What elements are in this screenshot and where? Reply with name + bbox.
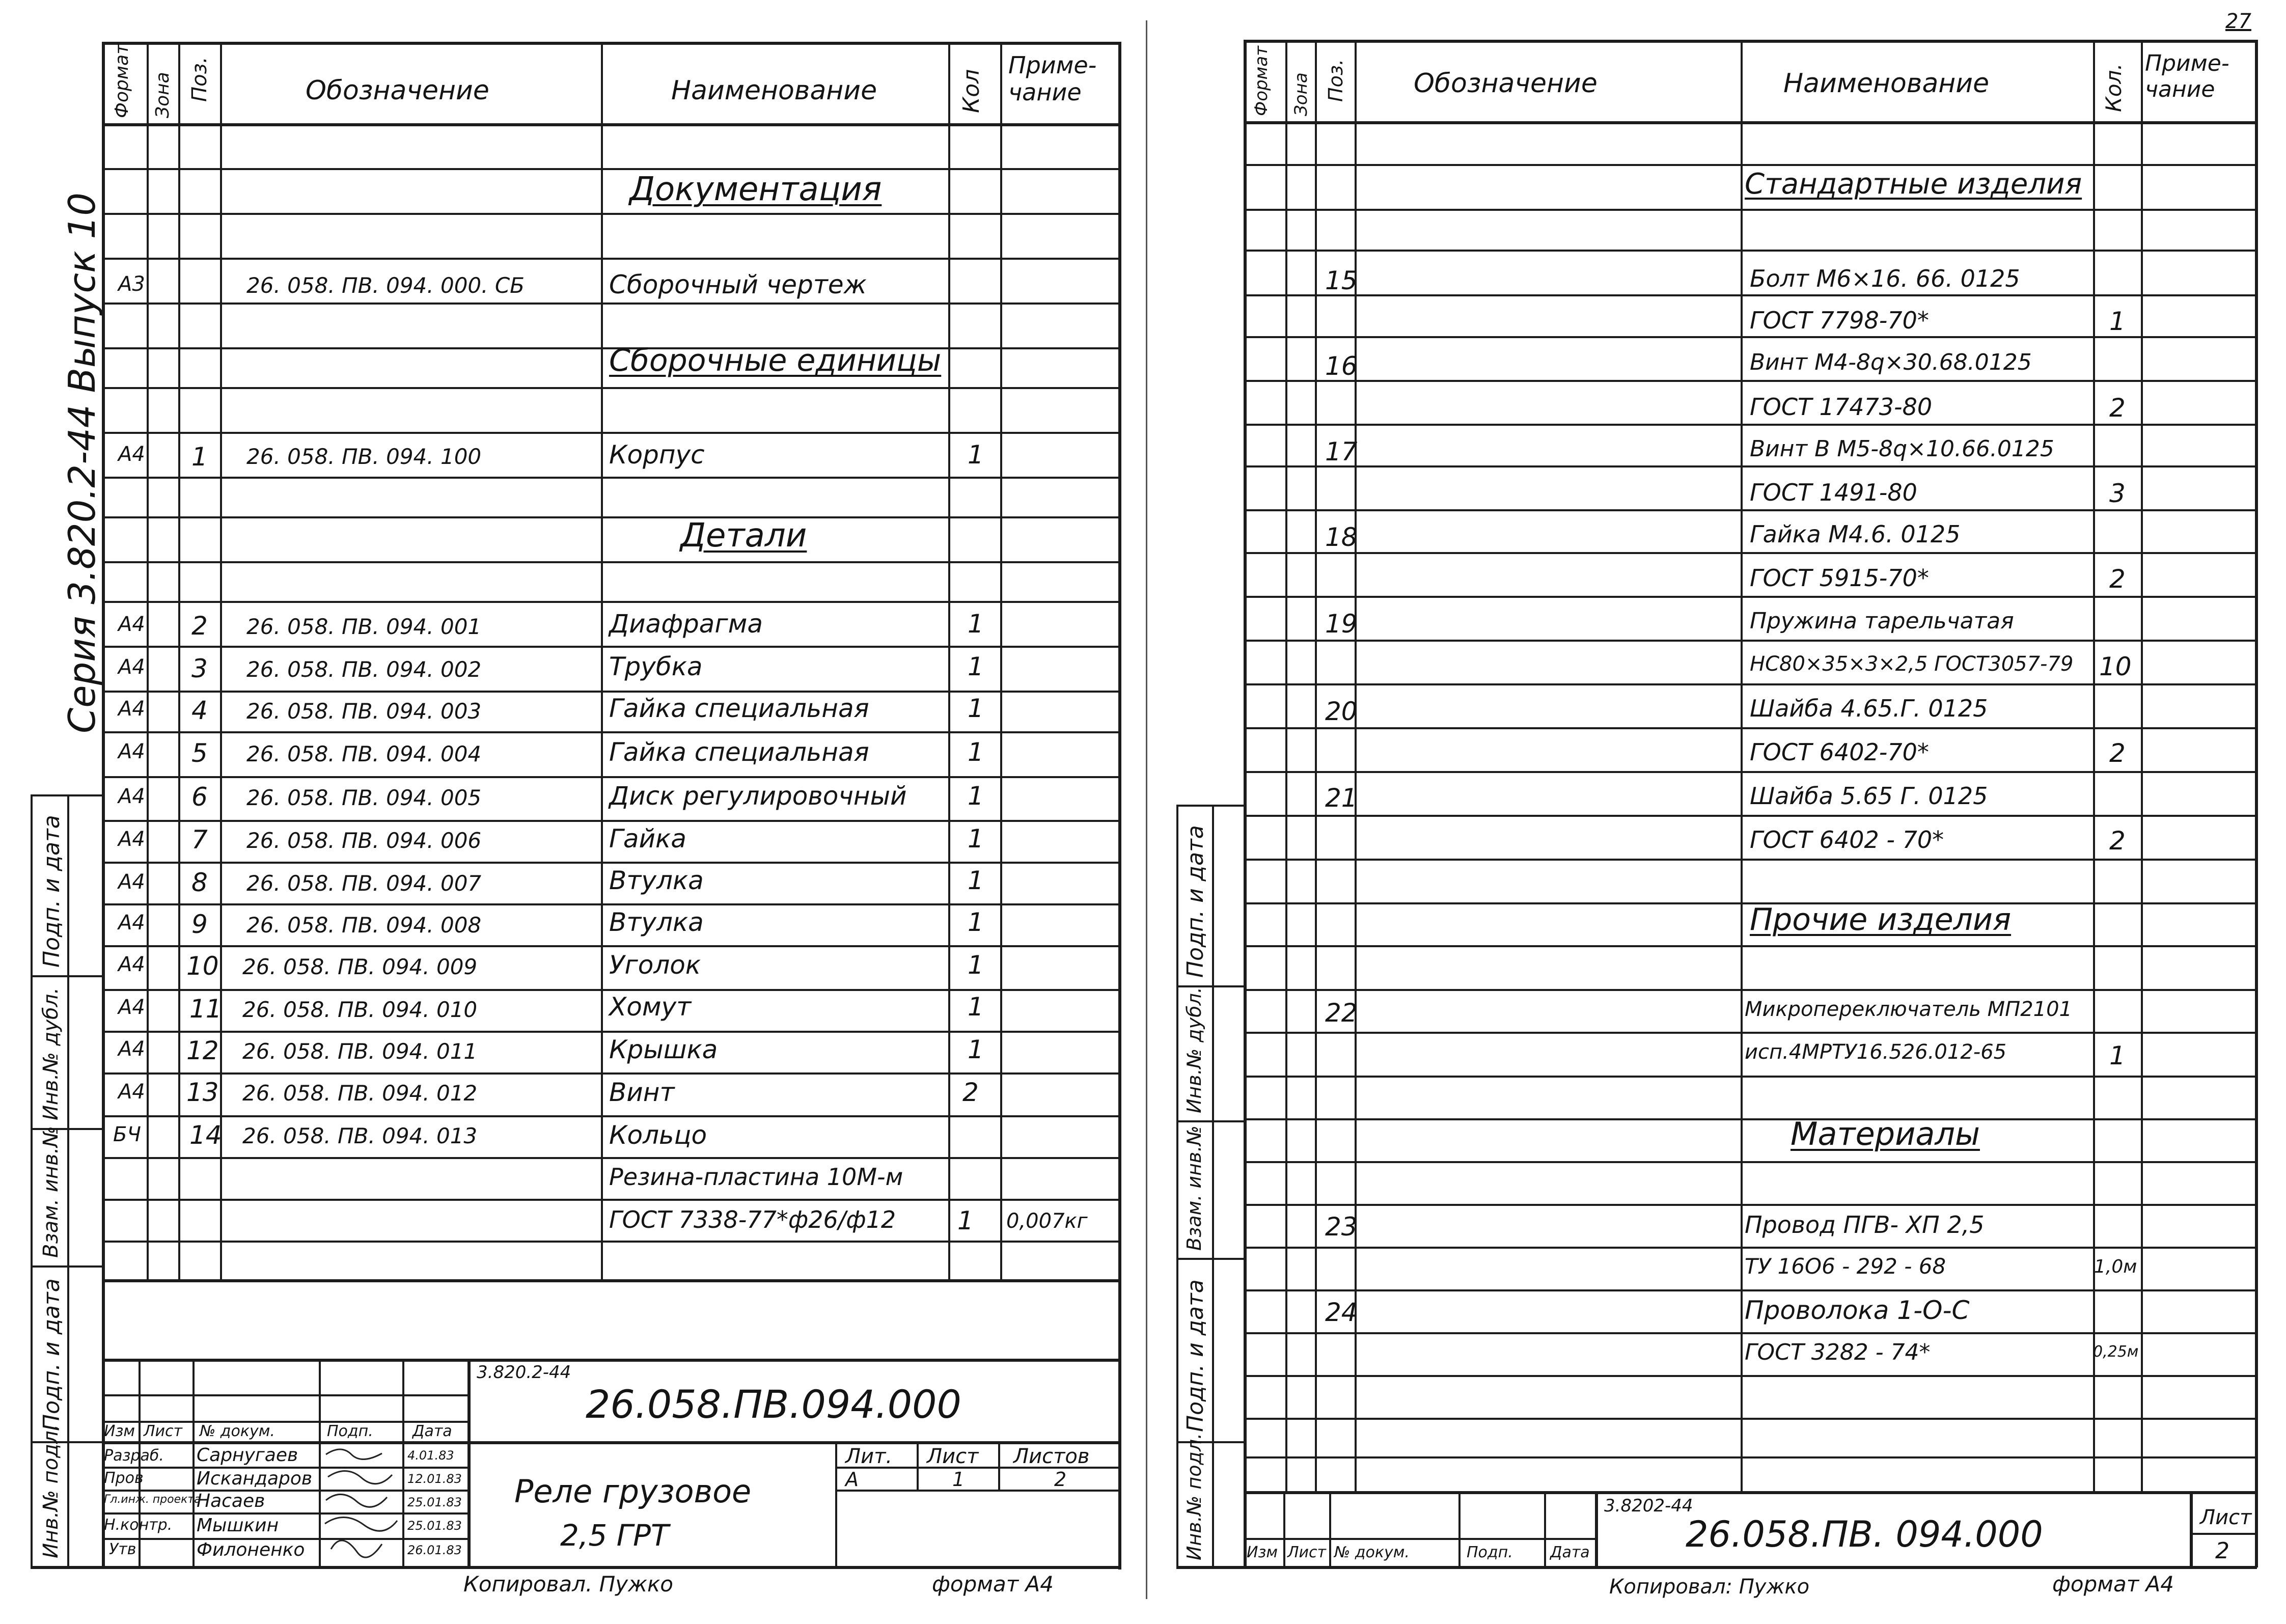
table-row-name: Сборочный чертеж: [609, 270, 867, 299]
lit-label: Лит.: [845, 1445, 893, 1468]
signature-scribbles: [321, 1444, 402, 1564]
table-row-qty: 1: [968, 737, 984, 767]
table-row-note: 0,007кг: [1006, 1209, 1088, 1233]
header-name: Наименование: [671, 75, 877, 106]
header-zone: Зона: [1291, 72, 1311, 116]
table-row-qty: 3: [2109, 479, 2126, 508]
header-format: Формат: [112, 43, 132, 118]
table-row-qty: 1: [968, 992, 984, 1022]
table-row-name: Гайка М4.6. 0125: [1750, 520, 1961, 548]
table-row-format: А4: [118, 870, 145, 894]
header-pos: Поз.: [1325, 59, 1347, 102]
table-row-designation: 26. 058. ПВ. 094. 000. СБ: [246, 273, 525, 298]
table-row-pos: 17: [1325, 437, 1358, 466]
table-row-name: Резина-пластина 10М-м: [609, 1163, 903, 1191]
header-note: Приме- чание: [2145, 50, 2229, 102]
table-row-pos: 20: [1325, 697, 1358, 726]
table-row-name: ГОСТ 3282 - 74*: [1745, 1339, 1931, 1365]
table-row-designation: 26. 058. ПВ. 094. 010: [242, 997, 478, 1022]
table-row-qty: 1: [2109, 307, 2126, 336]
table-row-format: А4: [118, 1037, 145, 1061]
side-label: Взам. инв.№: [39, 1126, 63, 1258]
table-row-designation: 26. 058. ПВ. 094. 006: [246, 828, 482, 853]
col-header-izm: Изм: [1247, 1544, 1278, 1561]
header-qty: Кол: [958, 69, 984, 113]
table-row-pos: 5: [191, 738, 208, 768]
table-row-pos: 2: [191, 611, 208, 641]
table-row-pos: 16: [1325, 351, 1358, 381]
table-row-qty: 2: [2109, 564, 2126, 594]
table-row-qty: 1: [968, 440, 984, 470]
sheet-value: 1: [952, 1468, 965, 1491]
col-header-doc: № докум.: [200, 1422, 275, 1440]
table-row-pos: 7: [191, 825, 208, 855]
table-row-name: Пружина тарельчатая: [1750, 608, 2014, 634]
table-row-qty: 1: [968, 781, 984, 811]
header-designation: Обозначение: [1414, 68, 1598, 99]
table-row-name: исп.4МРТУ16.526.012-65: [1745, 1040, 2007, 1064]
table-row-designation: 26. 058. ПВ. 094. 002: [246, 657, 482, 682]
table-row-qty: 1: [968, 950, 984, 980]
role-name: Насаев: [197, 1491, 265, 1511]
table-row-name: ГОСТ 7338-77*ф26/ф12: [609, 1206, 896, 1233]
col-header-sign: Подп.: [1467, 1544, 1513, 1561]
table-row-qty: 1: [968, 652, 984, 681]
table-row-name: ТУ 16О6 - 292 - 68: [1745, 1254, 1946, 1279]
table-row-name: ГОСТ 6402-70*: [1750, 738, 1929, 766]
footer-copied: Копировал. Пужко: [463, 1572, 674, 1597]
table-row-pos: 13: [186, 1078, 219, 1107]
side-label: Подп. и дата: [1182, 1279, 1208, 1432]
table-row-qty: 2: [2109, 826, 2126, 856]
table-row-pos: 24: [1325, 1298, 1358, 1327]
col-header-izm: Изм: [104, 1422, 135, 1440]
table-row-pos: 22: [1325, 998, 1358, 1028]
table-row-name: Крышка: [609, 1035, 718, 1064]
role-label: Гл.инж. проекта: [104, 1493, 201, 1506]
table-row-name: Гайка: [609, 824, 686, 854]
table-row-pos: 21: [1325, 783, 1358, 813]
role-date: 4.01.83: [407, 1448, 454, 1463]
table-row-pos: 8: [191, 868, 208, 897]
table-row-designation: 26. 058. ПВ. 094. 013: [242, 1123, 478, 1148]
side-label: Инв.№ подл.: [1183, 1433, 1205, 1560]
role-label: Разраб.: [104, 1447, 164, 1465]
table-row-pos: 6: [191, 782, 208, 812]
header-name: Наименование: [1783, 68, 1990, 99]
header-designation: Обозначение: [306, 75, 489, 106]
role-label: Утв: [109, 1540, 136, 1558]
table-row-name: ГОСТ 7798-70*: [1750, 307, 1929, 334]
table-row-qty: 1: [968, 824, 984, 854]
section-other-products: Прочие изделия: [1750, 902, 2012, 938]
table-row-qty: 1,0м: [2094, 1256, 2137, 1277]
table-row-pos: 11: [189, 994, 222, 1024]
table-row-qty: 1: [968, 694, 984, 723]
header-pos: Поз.: [188, 57, 211, 102]
table-row-pos: 3: [191, 654, 208, 683]
table-row-designation: 26. 058. ПВ. 094. 011: [242, 1039, 478, 1064]
sheet-label: Лист: [927, 1445, 979, 1468]
table-row-designation: 26. 058. ПВ. 094. 100: [246, 444, 482, 469]
section-standard-products: Стандартные изделия: [1745, 168, 2082, 201]
table-row-qty: 2: [2109, 738, 2126, 768]
table-row-name: НС80×35×3×2,5 ГОСТ3057-79: [1750, 652, 2074, 676]
role-name: Сарнугаев: [197, 1445, 298, 1466]
col-header-date: Дата: [412, 1422, 452, 1440]
title-small-code: 3.820.2-44: [477, 1362, 571, 1383]
table-row-qty: 0,25м: [2093, 1343, 2139, 1361]
table-row-qty: 10: [2099, 652, 2132, 681]
table-row-designation: 26. 058. ПВ. 094. 004: [246, 741, 482, 766]
table-row-format: А4: [118, 613, 145, 636]
table-row-designation: 26. 058. ПВ. 094. 008: [246, 913, 482, 938]
table-row-format: А4: [118, 1080, 145, 1104]
table-row-pos: 23: [1325, 1212, 1358, 1242]
table-row-name: Гайка специальная: [609, 737, 869, 767]
table-row-designation: 26. 058. ПВ. 094. 001: [246, 614, 482, 639]
page-number: 27: [2225, 10, 2251, 33]
side-label: Инв.№ дубл.: [1183, 987, 1205, 1113]
table-row-qty: 1: [968, 609, 984, 639]
side-label: Подп. и дата: [39, 815, 65, 968]
section-materials: Материалы: [1791, 1115, 1980, 1152]
table-row-qty: 1: [968, 907, 984, 937]
header-format: Формат: [1251, 46, 1272, 116]
table-row-name: ГОСТ 17473-80: [1750, 393, 1933, 421]
sheets-label: Листов: [1013, 1445, 1090, 1468]
role-name: Филоненко: [197, 1539, 305, 1560]
sheet-label: Лист: [2200, 1506, 2252, 1529]
table-row-name: Винт: [609, 1078, 675, 1107]
role-name: Искандаров: [197, 1468, 313, 1489]
table-row-name: Винт М4-8q×30.68.0125: [1750, 349, 2032, 375]
role-name: Мышкин: [197, 1515, 279, 1536]
side-label: Инв.№ дубл.: [39, 987, 63, 1120]
side-label: Взам. инв.№: [1183, 1125, 1205, 1251]
col-header-list: Лист: [144, 1422, 183, 1440]
role-label: Н.контр.: [104, 1516, 173, 1534]
table-row-format: А4: [118, 996, 145, 1019]
table-row-designation: 26. 058. ПВ. 094. 007: [246, 871, 482, 896]
table-row-pos: 15: [1325, 266, 1358, 295]
section-assembly-units: Сборочные единицы: [609, 343, 942, 378]
table-row-name: Микропереключатель МП2101: [1745, 998, 2072, 1021]
table-row-format: А4: [118, 785, 145, 808]
table-row-name: ГОСТ 1491-80: [1750, 479, 1917, 506]
table-row-name: Проволока 1-О-С: [1745, 1296, 1970, 1325]
table-row-name: Кольцо: [609, 1120, 707, 1150]
footer-format: формат А4: [2052, 1572, 2174, 1597]
table-row-format: А4: [118, 911, 145, 934]
role-date: 12.01.83: [407, 1472, 462, 1486]
table-row-name: Трубка: [609, 652, 703, 681]
table-row-name: Втулка: [609, 907, 704, 937]
table-row-name: Шайба 4.65.Г. 0125: [1750, 695, 1988, 722]
table-row-format: БЧ: [113, 1123, 141, 1146]
table-row-name: Винт В М5-8q×10.66.0125: [1750, 436, 2054, 462]
table-row-designation: 26. 058. ПВ. 094. 005: [246, 785, 482, 810]
table-row-name: Провод ПГВ- ХП 2,5: [1745, 1211, 1985, 1238]
table-row-pos: 12: [186, 1036, 219, 1065]
product-name-line1: Реле грузовое: [514, 1473, 752, 1510]
sheets-value: 2: [1054, 1468, 1067, 1491]
side-label: Подп. и дата: [1182, 825, 1208, 978]
table-row-designation: 26. 058. ПВ. 094. 003: [246, 699, 482, 724]
table-row-pos: 18: [1325, 522, 1358, 552]
table-row-name: Корпус: [609, 440, 705, 470]
table-row-qty: 2: [962, 1078, 979, 1107]
table-row-format: А4: [118, 443, 145, 466]
table-row-qty: 1: [957, 1206, 974, 1235]
table-row-name: ГОСТ 6402 - 70*: [1750, 826, 1944, 854]
table-row-format: А3: [118, 272, 145, 296]
footer-copied: Копировал: Пужко: [1609, 1575, 1810, 1599]
table-row-name: Шайба 5.65 Г. 0125: [1750, 782, 1988, 810]
role-date: 26.01.83: [407, 1543, 462, 1557]
table-row-pos: 19: [1325, 609, 1358, 639]
role-date: 25.01.83: [407, 1495, 462, 1509]
table-row-name: Гайка специальная: [609, 694, 869, 723]
header-note: Приме- чание: [1008, 51, 1097, 106]
table-row-designation: 26. 058. ПВ. 094. 009: [242, 954, 478, 979]
title-doc-number: 26.058.ПВ. 094.000: [1686, 1513, 2043, 1555]
table-row-format: А4: [118, 655, 145, 679]
side-label: Инв.№ подл.: [39, 1424, 63, 1558]
table-row-format: А4: [118, 697, 145, 721]
side-label: Подп. и дата: [39, 1278, 65, 1431]
table-row-qty: 1: [968, 866, 984, 895]
header-qty: Кол.: [2101, 63, 2126, 112]
table-row-qty: 2: [2109, 393, 2126, 423]
table-row-pos: 14: [189, 1120, 222, 1150]
footer-format: формат А4: [932, 1572, 1054, 1597]
title-small-code: 3.8202-44: [1604, 1496, 1693, 1516]
table-row-format: А4: [118, 828, 145, 851]
table-row-pos: 1: [191, 442, 208, 472]
col-header-date: Дата: [1550, 1544, 1590, 1561]
series-label: Серия 3.820.2-44 Выпуск 10: [61, 192, 103, 733]
header-zone: Зона: [152, 72, 173, 118]
col-header-sign: Подп.: [327, 1422, 373, 1440]
table-row-name: Диск регулировочный: [609, 781, 907, 811]
table-row-qty: 1: [968, 1035, 984, 1064]
table-row-format: А4: [118, 740, 145, 763]
sheet-value: 2: [2215, 1538, 2229, 1564]
table-row-pos: 9: [191, 910, 208, 939]
table-row-name: Хомут: [609, 992, 692, 1022]
title-doc-number: 26.058.ПВ.094.000: [586, 1382, 961, 1427]
table-row-name: ГОСТ 5915-70*: [1750, 564, 1929, 592]
table-row-pos: 4: [191, 696, 208, 725]
col-header-doc: № докум.: [1334, 1544, 1410, 1561]
product-name-line2: 2,5 ГРТ: [560, 1518, 669, 1553]
table-row-format: А4: [118, 953, 145, 976]
section-parts: Детали: [680, 517, 807, 555]
lit-value: А: [845, 1468, 859, 1491]
table-row-name: Втулка: [609, 866, 704, 895]
table-row-pos: 10: [186, 951, 219, 981]
table-row-name: Уголок: [609, 950, 701, 980]
table-row-designation: 26. 058. ПВ. 094. 012: [242, 1081, 478, 1106]
table-row-name: Болт М6×16. 66. 0125: [1750, 265, 2020, 292]
role-label: Пров: [104, 1469, 144, 1487]
role-date: 25.01.83: [407, 1519, 462, 1533]
section-documentation: Документация: [629, 171, 882, 208]
col-header-list: Лист: [1287, 1544, 1327, 1561]
table-row-qty: 1: [2109, 1041, 2126, 1070]
table-row-name: Диафрагма: [609, 609, 763, 639]
